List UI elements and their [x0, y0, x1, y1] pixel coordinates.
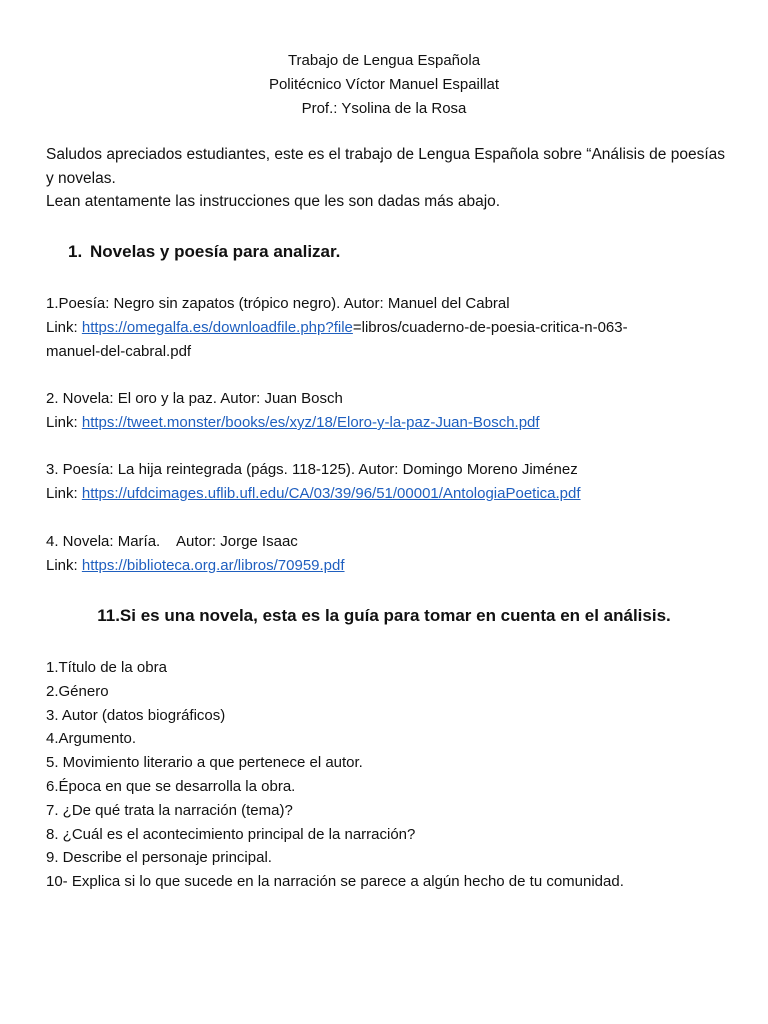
link-label: Link:: [46, 557, 82, 574]
work-title: 4. Novela: María. Autor: Jorge Isaac: [46, 533, 298, 550]
intro-text: [46, 143, 736, 214]
header-school-name: Politécnico Víctor Manuel Espaillat: [268, 76, 500, 93]
list-item: 7. ¿De qué trata la narración (tema)?: [46, 801, 293, 819]
analysis-guide-list: [46, 656, 736, 894]
list-item: 2.Género: [46, 682, 109, 700]
header-course-title: Trabajo de Lengua Española: [287, 52, 481, 69]
work-entry-4: [46, 530, 736, 578]
link-label: Link:: [46, 319, 82, 336]
section-2-heading: 11.Si es una novela, esta es la guía para tomar en cuenta en el análisis.: [97, 606, 671, 625]
link-continuation-line: manuel-del-cabral.pdf: [46, 343, 192, 360]
link-label: Link:: [46, 414, 82, 431]
list-item: 6.Época en que se desarrolla la obra.: [46, 777, 296, 795]
work-link-line: [46, 482, 736, 506]
list-item: 1.Título de la obra: [46, 659, 167, 676]
section-1-title: Novelas y poesía para analizar.: [90, 242, 341, 261]
list-item: 4.Argumento.: [46, 730, 137, 748]
link-continuation: =libros/cuaderno-de-poesia-critica-n-063-: [352, 319, 628, 336]
intro-greeting: Saludos apreciados estudiantes, este es el trabajo de Lengua Española sobre “Análisis de poesías y novelas.: [46, 146, 726, 187]
section-1-number: 1.: [68, 242, 83, 261]
work-link[interactable]: https://ufdcimages.uflib.ufl.edu/CA/03/39/96/51/00001/AntologiaPoetica.pdf: [81, 485, 581, 502]
list-item: 9. Describe el personaje principal.: [46, 849, 272, 867]
work-title: 3. Poesía: La hija reintegrada (págs. 118-125). Autor: Domingo Moreno Jiménez: [46, 461, 578, 478]
list-item: 8. ¿Cuál es el acontecimiento principal de la narración?: [46, 825, 416, 843]
work-title: 1.Poesía: Negro sin zapatos (trópico negro). Autor: Manuel del Cabral: [46, 295, 510, 312]
link-label: Link:: [46, 485, 82, 502]
work-title: 2. Novela: El oro y la paz. Autor: Juan Bosch: [46, 390, 343, 407]
work-link-line: [46, 316, 736, 340]
work-link[interactable]: https://tweet.monster/books/es/xyz/18/Eloro-y-la-paz-Juan-Bosch.pdf: [81, 414, 540, 431]
work-link[interactable]: https://omegalfa.es/downloadfile.php?file: [81, 319, 353, 336]
header-teacher-name: Prof.: Ysolina de la Rosa: [301, 100, 467, 117]
work-entry-3: [46, 458, 736, 506]
work-entry-1: [46, 292, 736, 364]
list-item: 10- Explica si lo que sucede en la narración se parece a algún hecho de tu comunidad.: [46, 873, 624, 891]
list-item: 3. Autor (datos biográficos): [46, 706, 226, 724]
list-item: 5. Movimiento literario a que pertenece el autor.: [46, 754, 363, 772]
work-entry-2: [46, 387, 736, 435]
document-header: [0, 49, 768, 121]
work-link[interactable]: https://biblioteca.org.ar/libros/70959.pdf: [81, 557, 345, 574]
work-link-line: [46, 411, 736, 435]
section-1-heading: [68, 240, 340, 264]
work-link-line: [46, 554, 736, 578]
intro-instructions: Lean atentamente las instrucciones que les son dadas más abajo.: [46, 193, 501, 210]
